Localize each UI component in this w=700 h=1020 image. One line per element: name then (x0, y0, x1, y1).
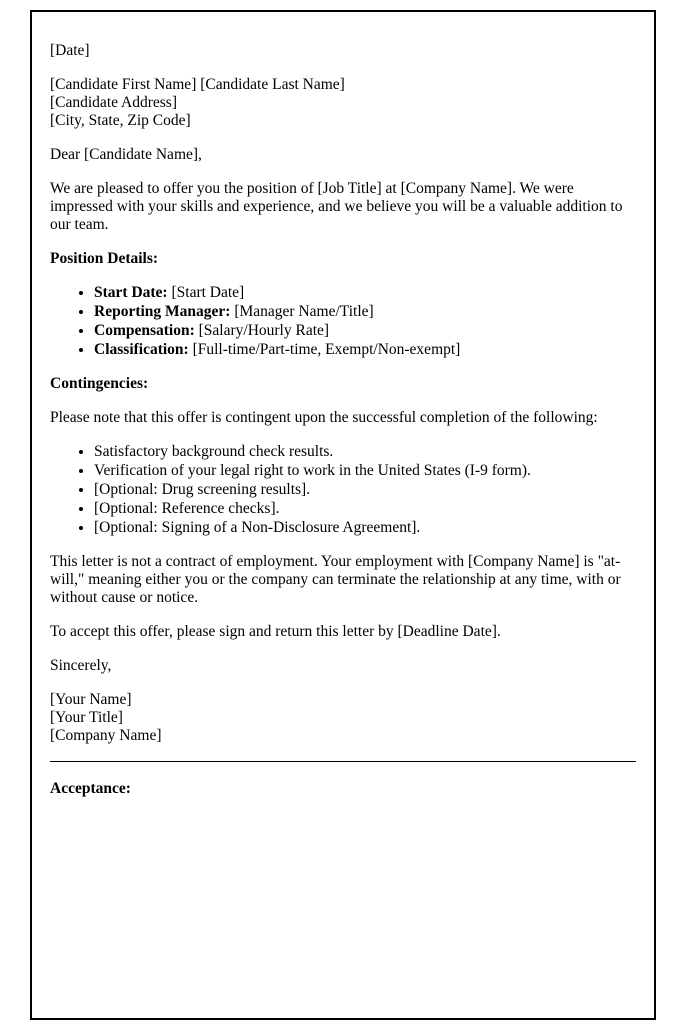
position-detail-label: Classification: (94, 341, 189, 358)
at-will-paragraph: This letter is not a contract of employment. Your employment with [Company Name] is "at-will," meaning either you or the company can terminate the relationship at any time, with or without cause or notice. (50, 553, 621, 606)
position-details-heading: Position Details: (50, 250, 159, 267)
salutation: Dear [Candidate Name], (50, 146, 202, 163)
position-detail-value: [Start Date] (171, 284, 245, 301)
contingency-item: • [Optional: Drug screening results]. (94, 481, 636, 499)
position-detail-value: [Full-time/Part-time, Exempt/Non-exempt] (192, 341, 461, 358)
acceptance-divider (50, 761, 636, 762)
contingency-item: • Verification of your legal right to work in the United States (I-9 form). (94, 462, 636, 480)
recipient-name: [Candidate First Name] [Candidate Last Name] (50, 76, 345, 93)
position-detail-item (94, 341, 636, 359)
signature-title: [Your Title] (50, 709, 123, 726)
contingency-item: • [Optional: Reference checks]. (94, 500, 636, 518)
closing: Sincerely, (50, 657, 112, 674)
contingency-item: • [Optional: Signing of a Non-Disclosure Agreement]. (94, 519, 636, 537)
accept-instruction: To accept this offer, please sign and return this letter by [Deadline Date]. (50, 623, 501, 640)
position-detail-item (94, 322, 636, 340)
position-detail-label: Start Date: (94, 284, 168, 301)
letter-page (30, 10, 656, 1020)
recipient-block (50, 76, 636, 130)
signature-block (50, 691, 636, 745)
position-detail-value: [Manager Name/Title] (234, 303, 374, 320)
position-detail-value: [Salary/Hourly Rate] (198, 322, 330, 339)
date-line: [Date] (50, 42, 90, 59)
recipient-city-state-zip: [City, State, Zip Code] (50, 112, 191, 129)
contingencies-list (50, 443, 636, 537)
contingencies-intro: Please note that this offer is contingent upon the successful completion of the following: (50, 409, 598, 426)
contingencies-heading: Contingencies: (50, 375, 149, 392)
position-detail-label: Reporting Manager: (94, 303, 231, 320)
position-detail-item (94, 303, 636, 321)
position-detail-item (94, 284, 636, 302)
intro-paragraph: We are pleased to offer you the position of [Job Title] at [Company Name]. We were impressed with your skills and experience, and we believe you will be a valuable addition to our team. (50, 180, 623, 233)
recipient-address: [Candidate Address] (50, 94, 177, 111)
contingency-item: • Satisfactory background check results. (94, 443, 636, 461)
acceptance-heading: Acceptance: (50, 780, 131, 797)
signature-name: [Your Name] (50, 691, 132, 708)
signature-company: [Company Name] (50, 727, 162, 744)
position-detail-label: Compensation: (94, 322, 195, 339)
position-details-list (50, 284, 636, 359)
